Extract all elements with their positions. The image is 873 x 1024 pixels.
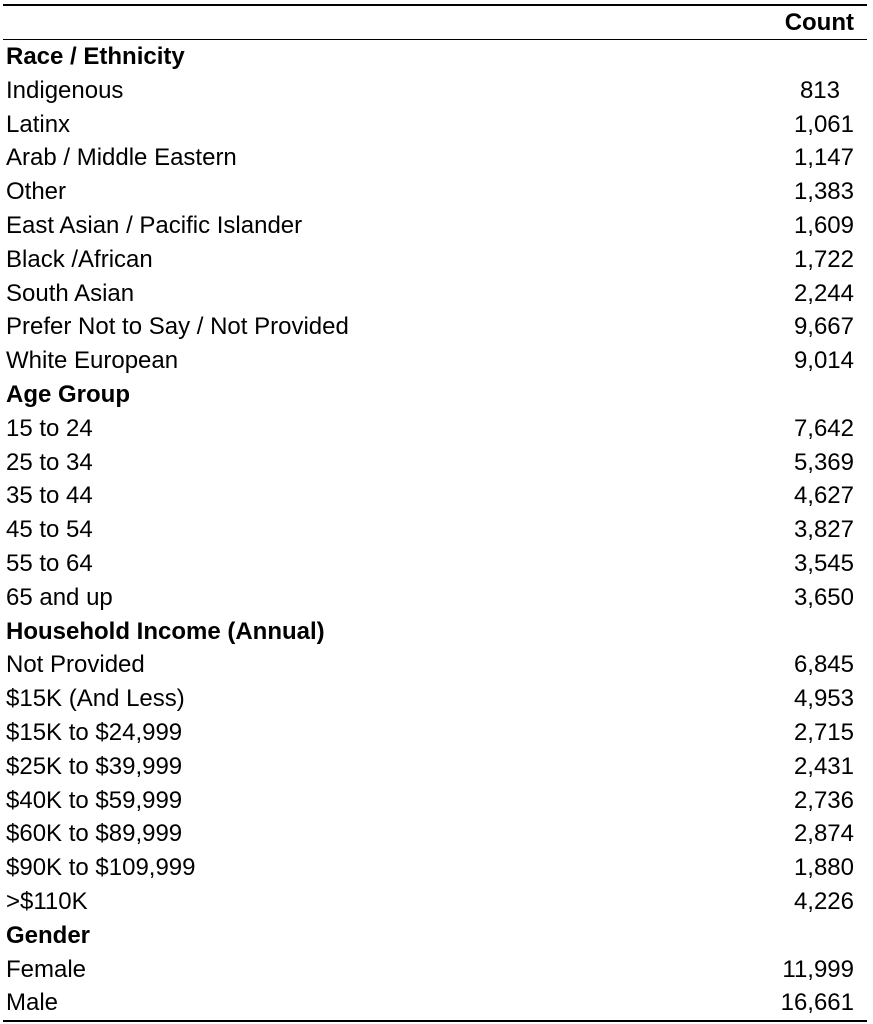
row-count: 16,661 xyxy=(780,989,854,1017)
table-row xyxy=(3,74,867,108)
row-label: Prefer Not to Say / Not Provided xyxy=(6,313,349,341)
table-row xyxy=(3,277,867,311)
table-row xyxy=(3,750,867,784)
group-header-row xyxy=(3,378,867,412)
row-count: 4,953 xyxy=(793,685,854,713)
row-label: Male xyxy=(6,989,59,1017)
table-row xyxy=(3,175,867,209)
group-header-row xyxy=(3,615,867,649)
row-label: Indigenous xyxy=(6,76,124,104)
table-row xyxy=(3,141,867,175)
row-count: 2,874 xyxy=(793,820,854,848)
row-count: 3,545 xyxy=(793,549,854,577)
row-label: East Asian / Pacific Islander xyxy=(6,211,303,239)
table-row xyxy=(3,885,867,919)
row-label: 55 to 64 xyxy=(6,549,93,577)
table-row xyxy=(3,716,867,750)
row-label: White European xyxy=(6,347,179,375)
group-header-row xyxy=(3,40,867,74)
row-label: Latinx xyxy=(6,110,71,138)
count-column-header: Count xyxy=(784,9,854,36)
group-title: Gender xyxy=(6,921,91,949)
row-label: Arab / Middle Eastern xyxy=(6,144,237,172)
group-title: Household Income (Annual) xyxy=(6,617,325,645)
row-count: 2,715 xyxy=(793,718,854,746)
table-bottom-rule xyxy=(3,1020,867,1022)
row-count: 1,609 xyxy=(793,211,854,239)
table-row xyxy=(3,851,867,885)
table-row xyxy=(3,446,867,480)
table-row xyxy=(3,108,867,142)
row-label: 35 to 44 xyxy=(6,482,93,510)
table-row xyxy=(3,817,867,851)
row-count: 4,226 xyxy=(793,887,854,915)
row-label: $90K to $109,999 xyxy=(6,854,196,882)
table-row xyxy=(3,784,867,818)
group-header-row xyxy=(3,919,867,953)
group-title: Age Group xyxy=(6,380,130,408)
table-body xyxy=(3,40,867,1020)
row-label: South Asian xyxy=(6,279,135,307)
row-count: 1,880 xyxy=(793,854,854,882)
row-label: Black /African xyxy=(6,245,153,273)
row-count: 1,722 xyxy=(793,245,854,273)
row-count: 9,667 xyxy=(793,313,854,341)
row-count: 6,845 xyxy=(793,651,854,679)
row-count: 3,650 xyxy=(793,583,854,611)
row-label: 45 to 54 xyxy=(6,516,93,544)
row-label: $15K (And Less) xyxy=(6,685,185,713)
table-header-row xyxy=(3,6,867,39)
table-row xyxy=(3,581,867,615)
row-label: Not Provided xyxy=(6,651,145,679)
row-count: 2,244 xyxy=(793,279,854,307)
row-count: 2,431 xyxy=(793,752,854,780)
row-count: 9,014 xyxy=(793,347,854,375)
table-row xyxy=(3,986,867,1020)
row-count: 1,383 xyxy=(793,178,854,206)
table-row xyxy=(3,547,867,581)
table-row xyxy=(3,209,867,243)
row-count: 1,147 xyxy=(793,144,854,172)
row-label: $60K to $89,999 xyxy=(6,820,183,848)
row-label: $25K to $39,999 xyxy=(6,752,183,780)
row-label: $40K to $59,999 xyxy=(6,786,183,814)
group-title: Race / Ethnicity xyxy=(6,43,185,70)
row-label: Female xyxy=(6,955,87,983)
row-count: 3,827 xyxy=(793,516,854,544)
table-row xyxy=(3,412,867,446)
row-label: 25 to 34 xyxy=(6,448,93,476)
table-row xyxy=(3,682,867,716)
table-row xyxy=(3,243,867,277)
table-row xyxy=(3,648,867,682)
row-count: 7,642 xyxy=(793,414,854,442)
table-row xyxy=(3,310,867,344)
table-row xyxy=(3,953,867,987)
row-label: Other xyxy=(6,178,67,206)
table-row xyxy=(3,479,867,513)
table-row xyxy=(3,513,867,547)
row-count: 2,736 xyxy=(793,786,854,814)
row-label: 65 and up xyxy=(6,583,113,611)
row-count: 1,061 xyxy=(793,110,854,138)
row-count: 11,999 xyxy=(782,955,854,983)
row-label: 15 to 24 xyxy=(6,414,93,442)
row-label: >$110K xyxy=(6,887,88,915)
row-count: 813 xyxy=(799,76,840,104)
row-count: 4,627 xyxy=(793,482,854,510)
row-count: 5,369 xyxy=(793,448,854,476)
row-label: $15K to $24,999 xyxy=(6,718,183,746)
demographics-table xyxy=(3,4,867,1022)
table-row xyxy=(3,344,867,378)
